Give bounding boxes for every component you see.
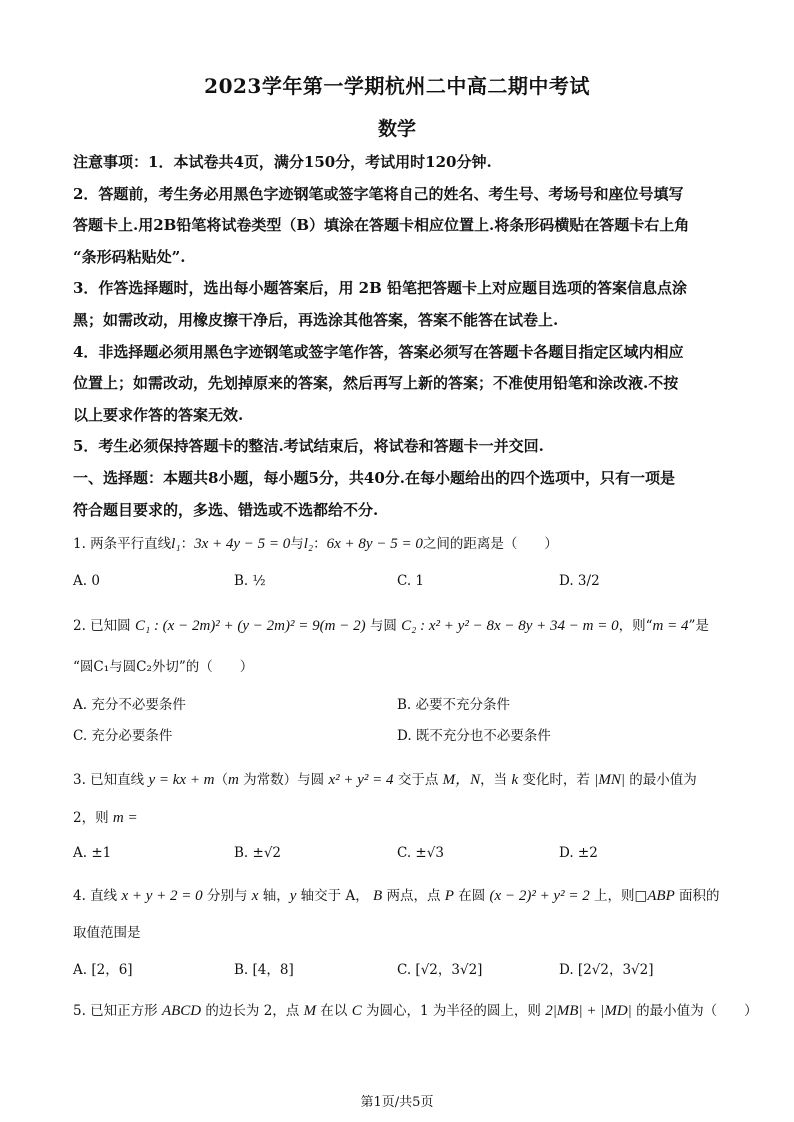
q1-option-c: C. 1 bbox=[397, 573, 425, 589]
q3-option-a: A. ±1 bbox=[73, 845, 112, 861]
notice-line: 黑；如需改动，用橡皮擦干净后，再选涂其他答案，答案不能答在试卷上. bbox=[73, 310, 559, 329]
q1-option-b: B. ½ bbox=[234, 573, 266, 589]
question-2-stem: 2. 已知圆 C₁ : (x − 2m)² + (y − 2m)² = 9(m − 2) 与圆 C₂ : x² + y² − 8x − 8y + 34 − m = 0，则“m = 4”是 bbox=[73, 618, 709, 634]
notice-line: 2．答题前，考生务必用黑色字迹钢笔或签字笔将自己的姓名、考生号、考场号和座位号填写 bbox=[73, 184, 684, 203]
q4-option-d: D. [2√2，3√2] bbox=[559, 962, 654, 978]
page-number: 第1页/共5页 bbox=[360, 1095, 434, 1110]
question-1-stem: 1. 两条平行直线l₁：3x + 4y − 5 = 0与l₂：6x + 8y − 5 = 0之间的距离是（ ） bbox=[73, 536, 558, 552]
q4-option-b: B. [4，8] bbox=[234, 962, 294, 978]
question-4-stem-cont: 取值范围是 bbox=[73, 925, 141, 941]
question-3-stem-cont: 2，则 m = bbox=[73, 810, 138, 826]
notice-line: 4．非选择题必须用黑色字迹钢笔或签字笔作答，答案必须写在答题卡各题目指定区域内相应 bbox=[73, 342, 684, 361]
q4-option-c: C. [√2，3√2] bbox=[397, 962, 483, 978]
notice-line: 5．考生必须保持答题卡的整洁.考试结束后，将试卷和答题卡一并交回. bbox=[73, 437, 544, 456]
q4-option-a: A. [2，6] bbox=[73, 962, 133, 978]
question-4-stem: 4. 直线 x + y + 2 = 0 分别与 x 轴，y 轴交于 A， B 两点，点 P 在圆 (x − 2)² + y² = 2 上，则□ABP 面积的 bbox=[73, 888, 720, 904]
q2-option-b: B. 必要不充分条件 bbox=[397, 697, 511, 713]
question-5-stem: 5. 已知正方形 ABCD 的边长为 2，点 M 在以 C 为圆心，1 为半径的圆上，则 2|MB| + |MD| 的最小值为（ ） bbox=[73, 1003, 758, 1019]
q3-option-d: D. ±2 bbox=[559, 845, 598, 861]
question-3-stem: 3. 已知直线 y = kx + m（m 为常数）与圆 x² + y² = 4 交于点 M，N，当 k 变化时，若 |MN| 的最小值为 bbox=[73, 772, 697, 788]
section-heading: 一、选择题：本题共8小题，每小题5分，共40分.在每小题给出的四个选项中，只有一项是 bbox=[73, 468, 675, 487]
q1-option-d: D. 3/2 bbox=[559, 573, 600, 589]
question-2-stem-cont: “圆C₁与圆C₂外切”的（ ） bbox=[73, 659, 254, 675]
exam-title: 2023学年第一学期杭州二中高二期中考试 bbox=[204, 74, 590, 98]
q2-option-a: A. 充分不必要条件 bbox=[73, 697, 186, 713]
notice-line: 位置上；如需改动，先划掉原来的答案，然后再写上新的答案；不准使用铅笔和涂改液.不按 bbox=[73, 374, 679, 393]
q3-option-c: C. ±√3 bbox=[397, 845, 444, 861]
q3-option-b: B. ±√2 bbox=[234, 845, 282, 861]
notice-line: “条形码粘贴处”. bbox=[73, 247, 186, 266]
notice-line: 3．作答选择题时，选出每小题答案后，用 2B 铅笔把答题卡上对应题目选项的答案信息点涂 bbox=[73, 279, 688, 298]
notice-block bbox=[73, 147, 723, 526]
subject-title: 数学 bbox=[377, 118, 416, 140]
q2-option-d: D. 既不充分也不必要条件 bbox=[397, 728, 551, 744]
section-heading: 符合题目要求的，多选、错选或不选都给不分. bbox=[73, 500, 379, 519]
notice-line: 注意事项：1．本试卷共4页，满分150分，考试用时120分钟. bbox=[73, 153, 492, 171]
q2-option-c: C. 充分必要条件 bbox=[73, 728, 173, 744]
q1-option-a: A. 0 bbox=[73, 573, 100, 589]
notice-line: 以上要求作答的答案无效. bbox=[73, 405, 244, 424]
notice-line: 答题卡上.用2B铅笔将试卷类型（B）填涂在答题卡相应位置上.将条形码横贴在答题卡右上角 bbox=[73, 216, 690, 235]
